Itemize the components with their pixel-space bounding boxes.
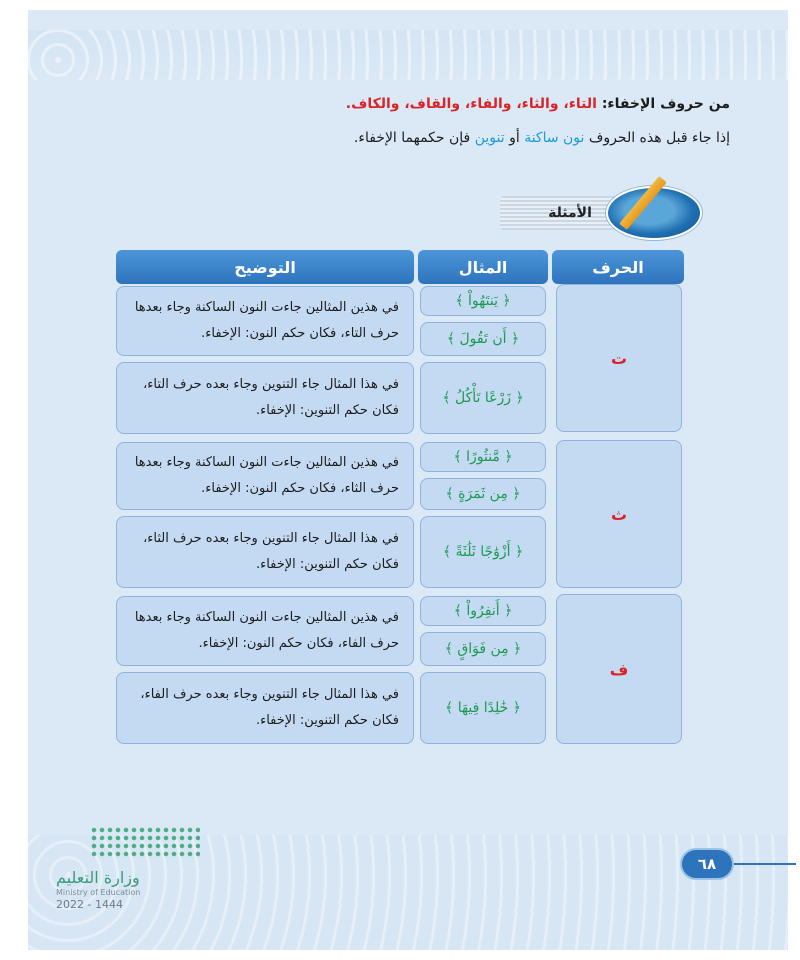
example-cell (420, 362, 546, 434)
quran-example: ﴿ خَٰلِدًا فِيهَا ﴾ (445, 700, 521, 716)
example-cell (420, 478, 546, 510)
header-letter (552, 250, 684, 284)
explanation-text: في هذا المثال جاء التنوين وجاء بعده حرف التاء، فكان حكم التنوين: الإخفاء. (143, 377, 399, 418)
rule-or: أو (509, 130, 520, 146)
letter-cell-faa (556, 594, 682, 744)
explanation-cell (116, 516, 414, 588)
explanation-text: في هذا المثال جاء التنوين وجاء بعده حرف الثاء، فكان حكم التنوين: الإخفاء. (143, 531, 399, 572)
explanation-text: في هذا المثال جاء التنوين وجاء بعده حرف الفاء، فكان حكم التنوين: الإخفاء. (140, 687, 399, 728)
letter-thaa: ث (610, 504, 628, 524)
quran-example: ﴿ أَزْوَٰجًا ثَلَٰثَةً ﴾ (442, 544, 524, 560)
example-cell (420, 516, 546, 588)
rule-part1: إذا جاء قبل هذه الحروف (588, 130, 730, 146)
explanation-cell (116, 442, 414, 510)
top-ornament-band (28, 30, 788, 80)
explanation-cell (116, 596, 414, 666)
letter-cell-taa (556, 284, 682, 432)
header-explanation (116, 250, 414, 284)
ministry-logo-icon (90, 826, 200, 858)
letter-taa: ت (610, 348, 628, 368)
ministry-name-en: Ministry of Education (56, 888, 141, 897)
example-cell (420, 632, 546, 666)
ministry-name-ar: وزارة التعليم (56, 868, 140, 887)
example-cell (420, 322, 546, 356)
explanation-cell (116, 672, 414, 744)
example-cell (420, 596, 546, 626)
quran-example: ﴿ زَرْعًا تَأْكُلُ ﴾ (442, 390, 524, 406)
rule-part2: فإن حكمهما الإخفاء. (353, 130, 471, 146)
explanation-cell (116, 362, 414, 434)
header-example-label: المثال (458, 257, 508, 277)
explanation-text: في هذين المثالين جاءت النون الساكنة وجاء بعدها حرف الفاء، فكان حكم النون: الإخفاء. (134, 610, 399, 651)
quran-example: ﴿ مَّنثُورًا ﴾ (453, 449, 513, 465)
example-cell (420, 442, 546, 472)
example-cell (420, 286, 546, 316)
letter-faa: ف (609, 659, 629, 679)
examples-badge-label: الأمثلة (548, 205, 592, 221)
page-number-marker (680, 848, 764, 880)
example-cell (420, 672, 546, 744)
rule-noon-sakinah: نون ساكنة (524, 130, 585, 146)
hiding-letters-heading (90, 96, 730, 112)
quran-example: ﴿ أَن تَقُولَ ﴾ (446, 331, 520, 347)
quran-example: ﴿ مِن فَوَاقٍ ﴾ (444, 641, 522, 657)
header-explanation-label: التوضيح (234, 257, 296, 277)
quran-example: ﴿ يَنتَهُواْ ﴾ (455, 293, 511, 309)
quran-example: ﴿ مِن ثَمَرَةٍ ﴾ (445, 486, 521, 502)
header-example (418, 250, 548, 284)
explanation-cell (116, 286, 414, 356)
rule-tanween: تنوين (474, 130, 505, 146)
quran-example: ﴿ أَنفِرُواْ ﴾ (453, 603, 513, 619)
page-number: ٦٨ (680, 848, 734, 880)
edition-year: 2022 - 1444 (56, 898, 123, 911)
hiding-rule-text (90, 130, 730, 146)
heading-letters: التاء، والثاء، والفاء، والقاف، والكاف. (345, 96, 597, 112)
header-letter-label: الحرف (592, 257, 644, 277)
heading-prefix: من حروف الإخفاء: (601, 96, 730, 112)
letter-cell-thaa (556, 440, 682, 588)
explanation-text: في هذين المثالين جاءت النون الساكنة وجاء بعدها حرف التاء، فكان حكم النون: الإخفاء. (134, 300, 399, 341)
examples-badge (500, 196, 620, 230)
explanation-text: في هذين المثالين جاءت النون الساكنة وجاء بعدها حرف الثاء، فكان حكم النون: الإخفاء. (134, 455, 399, 496)
